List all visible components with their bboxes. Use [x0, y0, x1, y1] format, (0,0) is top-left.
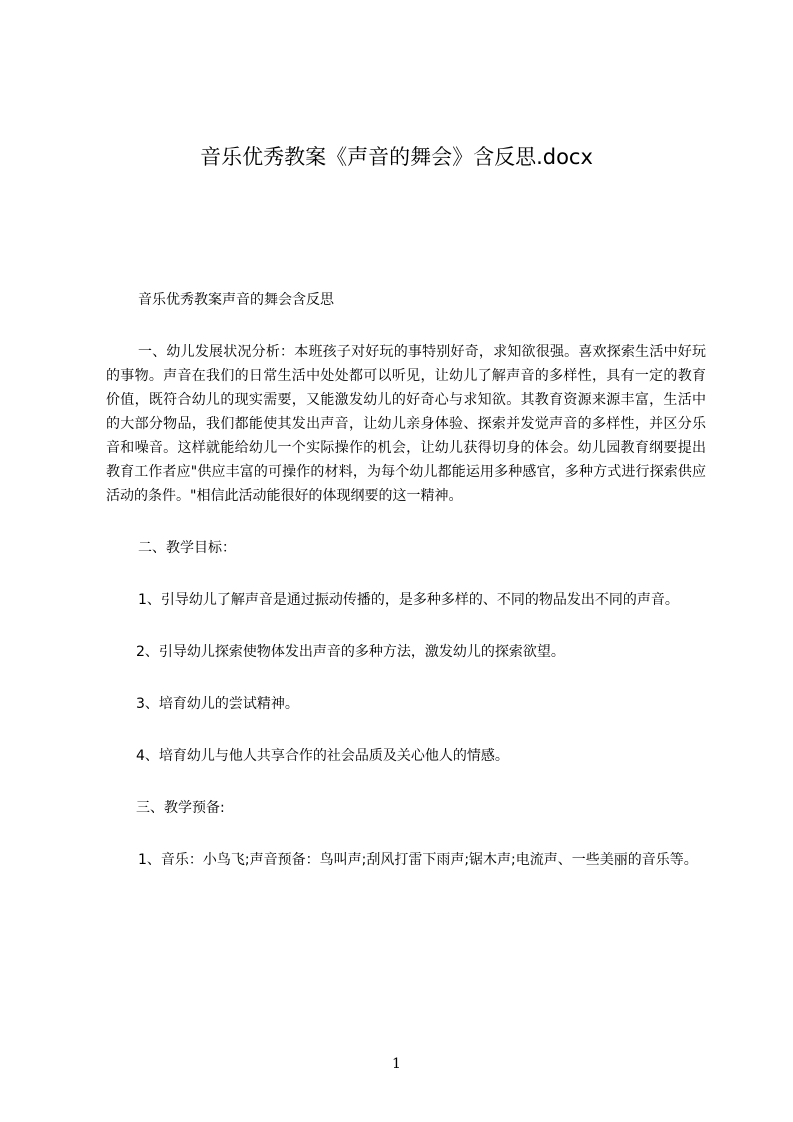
document-title: 音乐优秀教案《声音的舞会》含反思.docx — [200, 145, 593, 169]
goal-1: 1、引导幼儿了解声音是通过振动传播的，是多种多样的、不同的物品发出不同的声音。 — [138, 592, 679, 608]
document-body — [106, 288, 706, 872]
goal-4: 4、培育幼儿与他人共享合作的社会品质及关心他人的情感。 — [136, 748, 509, 764]
section-2-heading: 二、教学目标： — [138, 540, 236, 556]
section-1-paragraph: 一、幼儿发展状况分析：本班孩子对好玩的事特别好奇，求知欲很强。喜欢探索生活中好玩的事物。声音在我们的日常生活中处处都可以听见，让幼儿了解声音的多样性，具有一定的教育价值，既符合幼儿的现实需要，又能激发幼儿的好奇心与求知欲。其教育资源来源丰富，生活中的大部分物品，我们都能使其发出声音，让幼儿亲身体验、探索并发觉声音的多样性，并区分乐音和噪音。这样就能给幼儿一个实际操作的机会，让幼儿获得切身的体会。幼儿园教育纲要提出教育工作者应"供应丰富的可操作的材料，为每个幼儿都能运用多种感官，多种方式进行探索供应活动的条件。"相信此活动能很好的体现纲要的这一精神。 — [106, 344, 706, 504]
goal-3: 3、培育幼儿的尝试精神。 — [136, 696, 299, 712]
section-3-heading: 三、教学预备: — [136, 800, 225, 816]
goal-2: 2、引导幼儿探索使物体发出声音的多种方法，激发幼儿的探索欲望。 — [136, 644, 565, 660]
document-subtitle: 音乐优秀教案声音的舞会含反思 — [138, 292, 334, 308]
prep-1: 1、音乐：小鸟飞;声音预备：鸟叫声;刮风打雷下雨声;锯木声;电流声、一些美丽的音乐等。 — [138, 852, 698, 868]
page-number: 1 — [392, 1056, 401, 1072]
